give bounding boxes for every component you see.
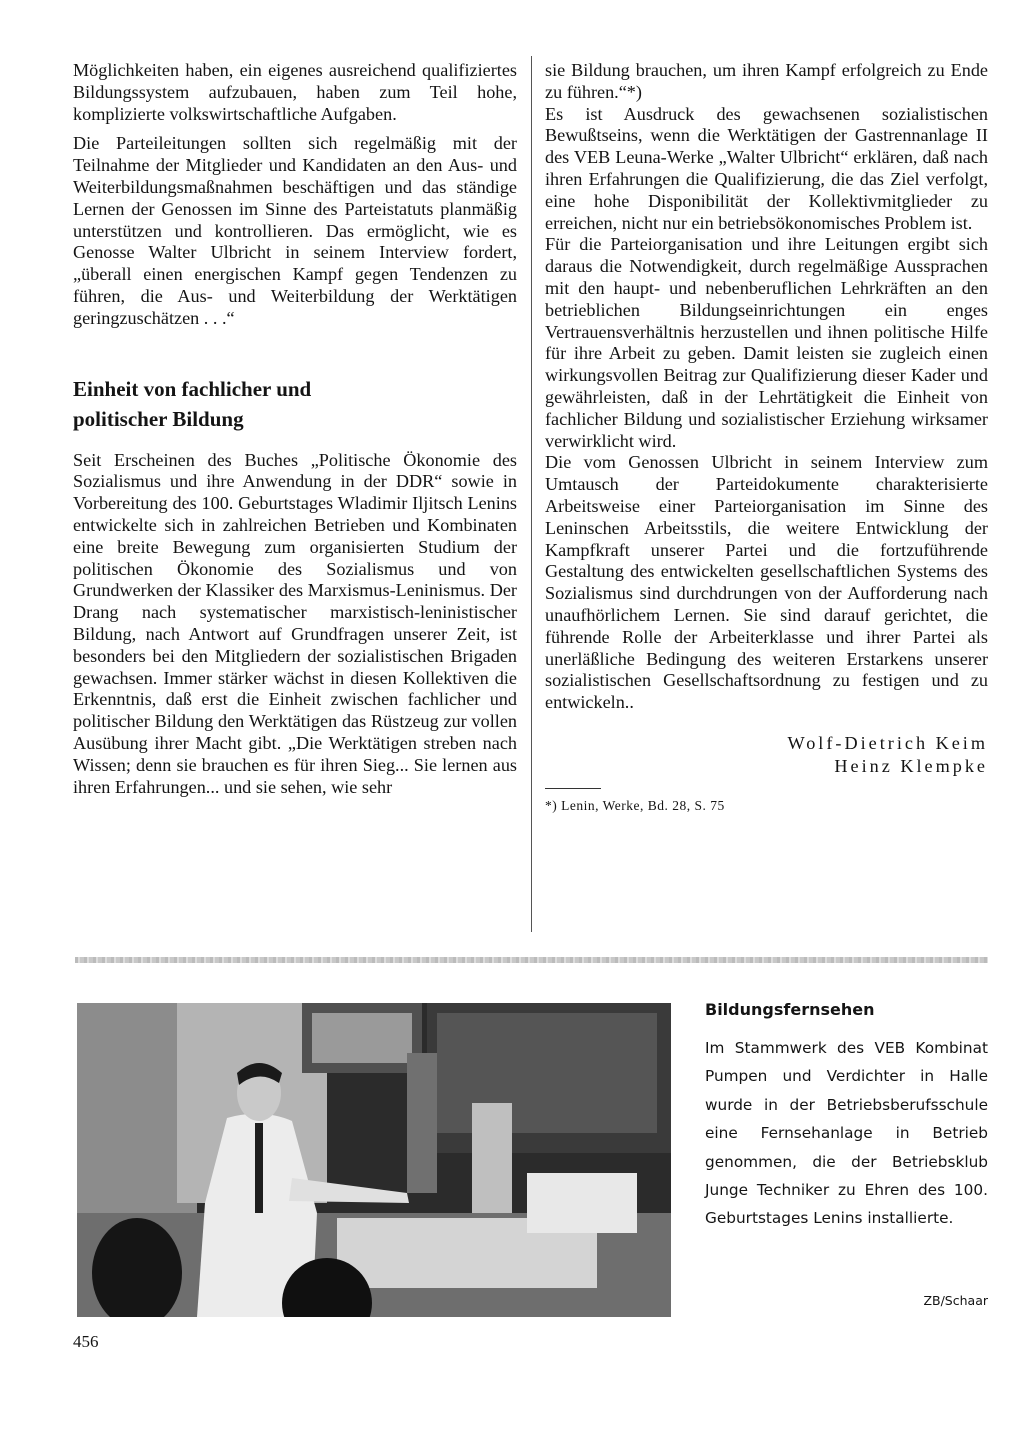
author-signature [545,732,988,778]
caption-title: Bildungsfernsehen [705,1000,875,1019]
photo-caption [705,996,988,1233]
author-name: Heinz Klempke [834,755,988,776]
paragraph: Die Parteileitungen sollten sich regelmäßig mit der Teilnahme der Mitglieder und Kandidaten an den Aus- und Weiterbildungsmaßnahmen beschäftigen und das ständige Lernen der Genossen im Sinne des Parteistatuts planmäßig unterstützen und kontrollieren. Das ermöglicht, wie es Genosse Walter Ulbricht in seinem Interview fordert, „überall einen energischen Kampf gegen Tendenzen zu führen, die Aus- und Weiterbildung der Werktätigen geringzuschätzen . . .“ [73,133,517,328]
paragraph: Die vom Genossen Ulbricht in seinem Interview zum Umtausch der Parteidokumente charakterisierte Arbeitsweise einer Parteiorganisation im Sinne des Leninschen Arbeitsstils, die weitere Entwicklung der Kampfkraft unserer Partei und die fortzuführende Gestaltung des entwickelten gesellschaftlichen Systems des Sozialismus sind durchdrungen von der Aufforderung nach unaufhörlichem Lernen. Sie sind darauf gerichtet, die führende Rolle der Arbeiterklasse und ihrer Partei als unerläßliche Bedingung des weiteren Erstarkens unserer sozialistischen Gesellschaftsordnung zu festigen und zu entwickeln.. [545,452,988,713]
photo-classroom [77,1003,671,1317]
left-column [73,60,517,798]
page-number: 456 [73,1332,99,1351]
caption-text: Im Stammwerk des VEB Kombinat Pumpen und Verdichter in Halle wurde in der Betriebsberufsschule eine Fernsehanlage in Betrieb genommen, die der Betriebsklub Junge Techniker zu Ehren des 100. Geburtstages Lenins installierte. [705,1039,988,1228]
footnote-rule [545,788,601,789]
section-separator [75,957,988,963]
column-divider [531,56,532,932]
paragraph: Seit Erscheinen des Buches „Politische Ökonomie des Sozialismus und ihre Anwendung in der DDR“ sowie in Vorbereitung des 100. Geburtstages Wladimir Iljitsch Lenins entwickelte sich in zahlreichen Betrieben und Kombinaten eine breite Bewegung zum organisierten Studium der politischen Ökonomie des Sozialismus und von Grundwerken der Klassiker des Marxismus-Leninismus. Der Drang nach systematischer marxistisch-leninistischer Bildung, nach Antwort auf Grundfragen unserer Zeit, ist besonders bei den Mitgliedern der sozialistischen Brigaden gewachsen. Immer stärker wächst in diesen Kollektiven die Erkenntnis, daß erst die Einheit zwischen fachlicher und politischer Bildung den Werktätigen das Rüstzeug zur vollen Ausübung ihrer Macht gibt. „Die Werktätigen streben nach Wissen; denn sie brauchen es für ihren Sieg... Sie lernen aus ihren Erfahrungen... und sie sehen, wie sehr [73,449,517,797]
photo-illustration [77,1003,671,1317]
photo-credit: ZB/Schaar [923,1293,988,1308]
paragraph: Es ist Ausdruck des gewachsenen sozialistischen Bewußtseins, wenn die Werktätigen der Gastrennanlage II des VEB Leuna-Werke „Walter Ulbricht“ erklären, daß nach ihren Erfahrungen die Qualifizierung, die das Ziel verfolgt, eine hohe Disponibilität der Kollektivmitglieder zu erreichen, nicht nur ein betriebsökonomisches Problem ist. [545,103,988,233]
paragraph: Für die Parteiorganisation und ihre Leitungen ergibt sich daraus die Notwendigkeit, durch regelmäßige Aussprachen mit den haupt- und nebenberuflichen Lehrkräften an den betrieblichen Bildungseinrichtungen ein enges Vertrauensverhältnis herzustellen und ihnen politische Hilfe für ihre Arbeit zu geben. Damit leisten sie zugleich einen wirkungsvollen Beitrag zur Qualifizierung dieser Kader und gewährleisten, daß in der Lehrtätigkeit die Einheit von fachlicher Bildung und sozialistischer Erziehung wirksamer verwirklicht wird. [545,234,988,451]
footnote: *) Lenin, Werke, Bd. 28, S. 75 [545,797,725,813]
section-heading: Einheit von fachlicher und politischer Bildung [73,376,312,431]
right-column [545,60,988,817]
paragraph: Möglichkeiten haben, ein eigenes ausreichend qualifiziertes Bildungssystem aufzubauen, haben zum Teil hohe, komplizierte volkswirtschaftliche Aufgaben. [73,60,517,124]
paragraph: sie Bildung brauchen, um ihren Kampf erfolgreich zu Ende zu führen.“*) [545,60,988,102]
author-name: Wolf-Dietrich Keim [787,732,988,753]
